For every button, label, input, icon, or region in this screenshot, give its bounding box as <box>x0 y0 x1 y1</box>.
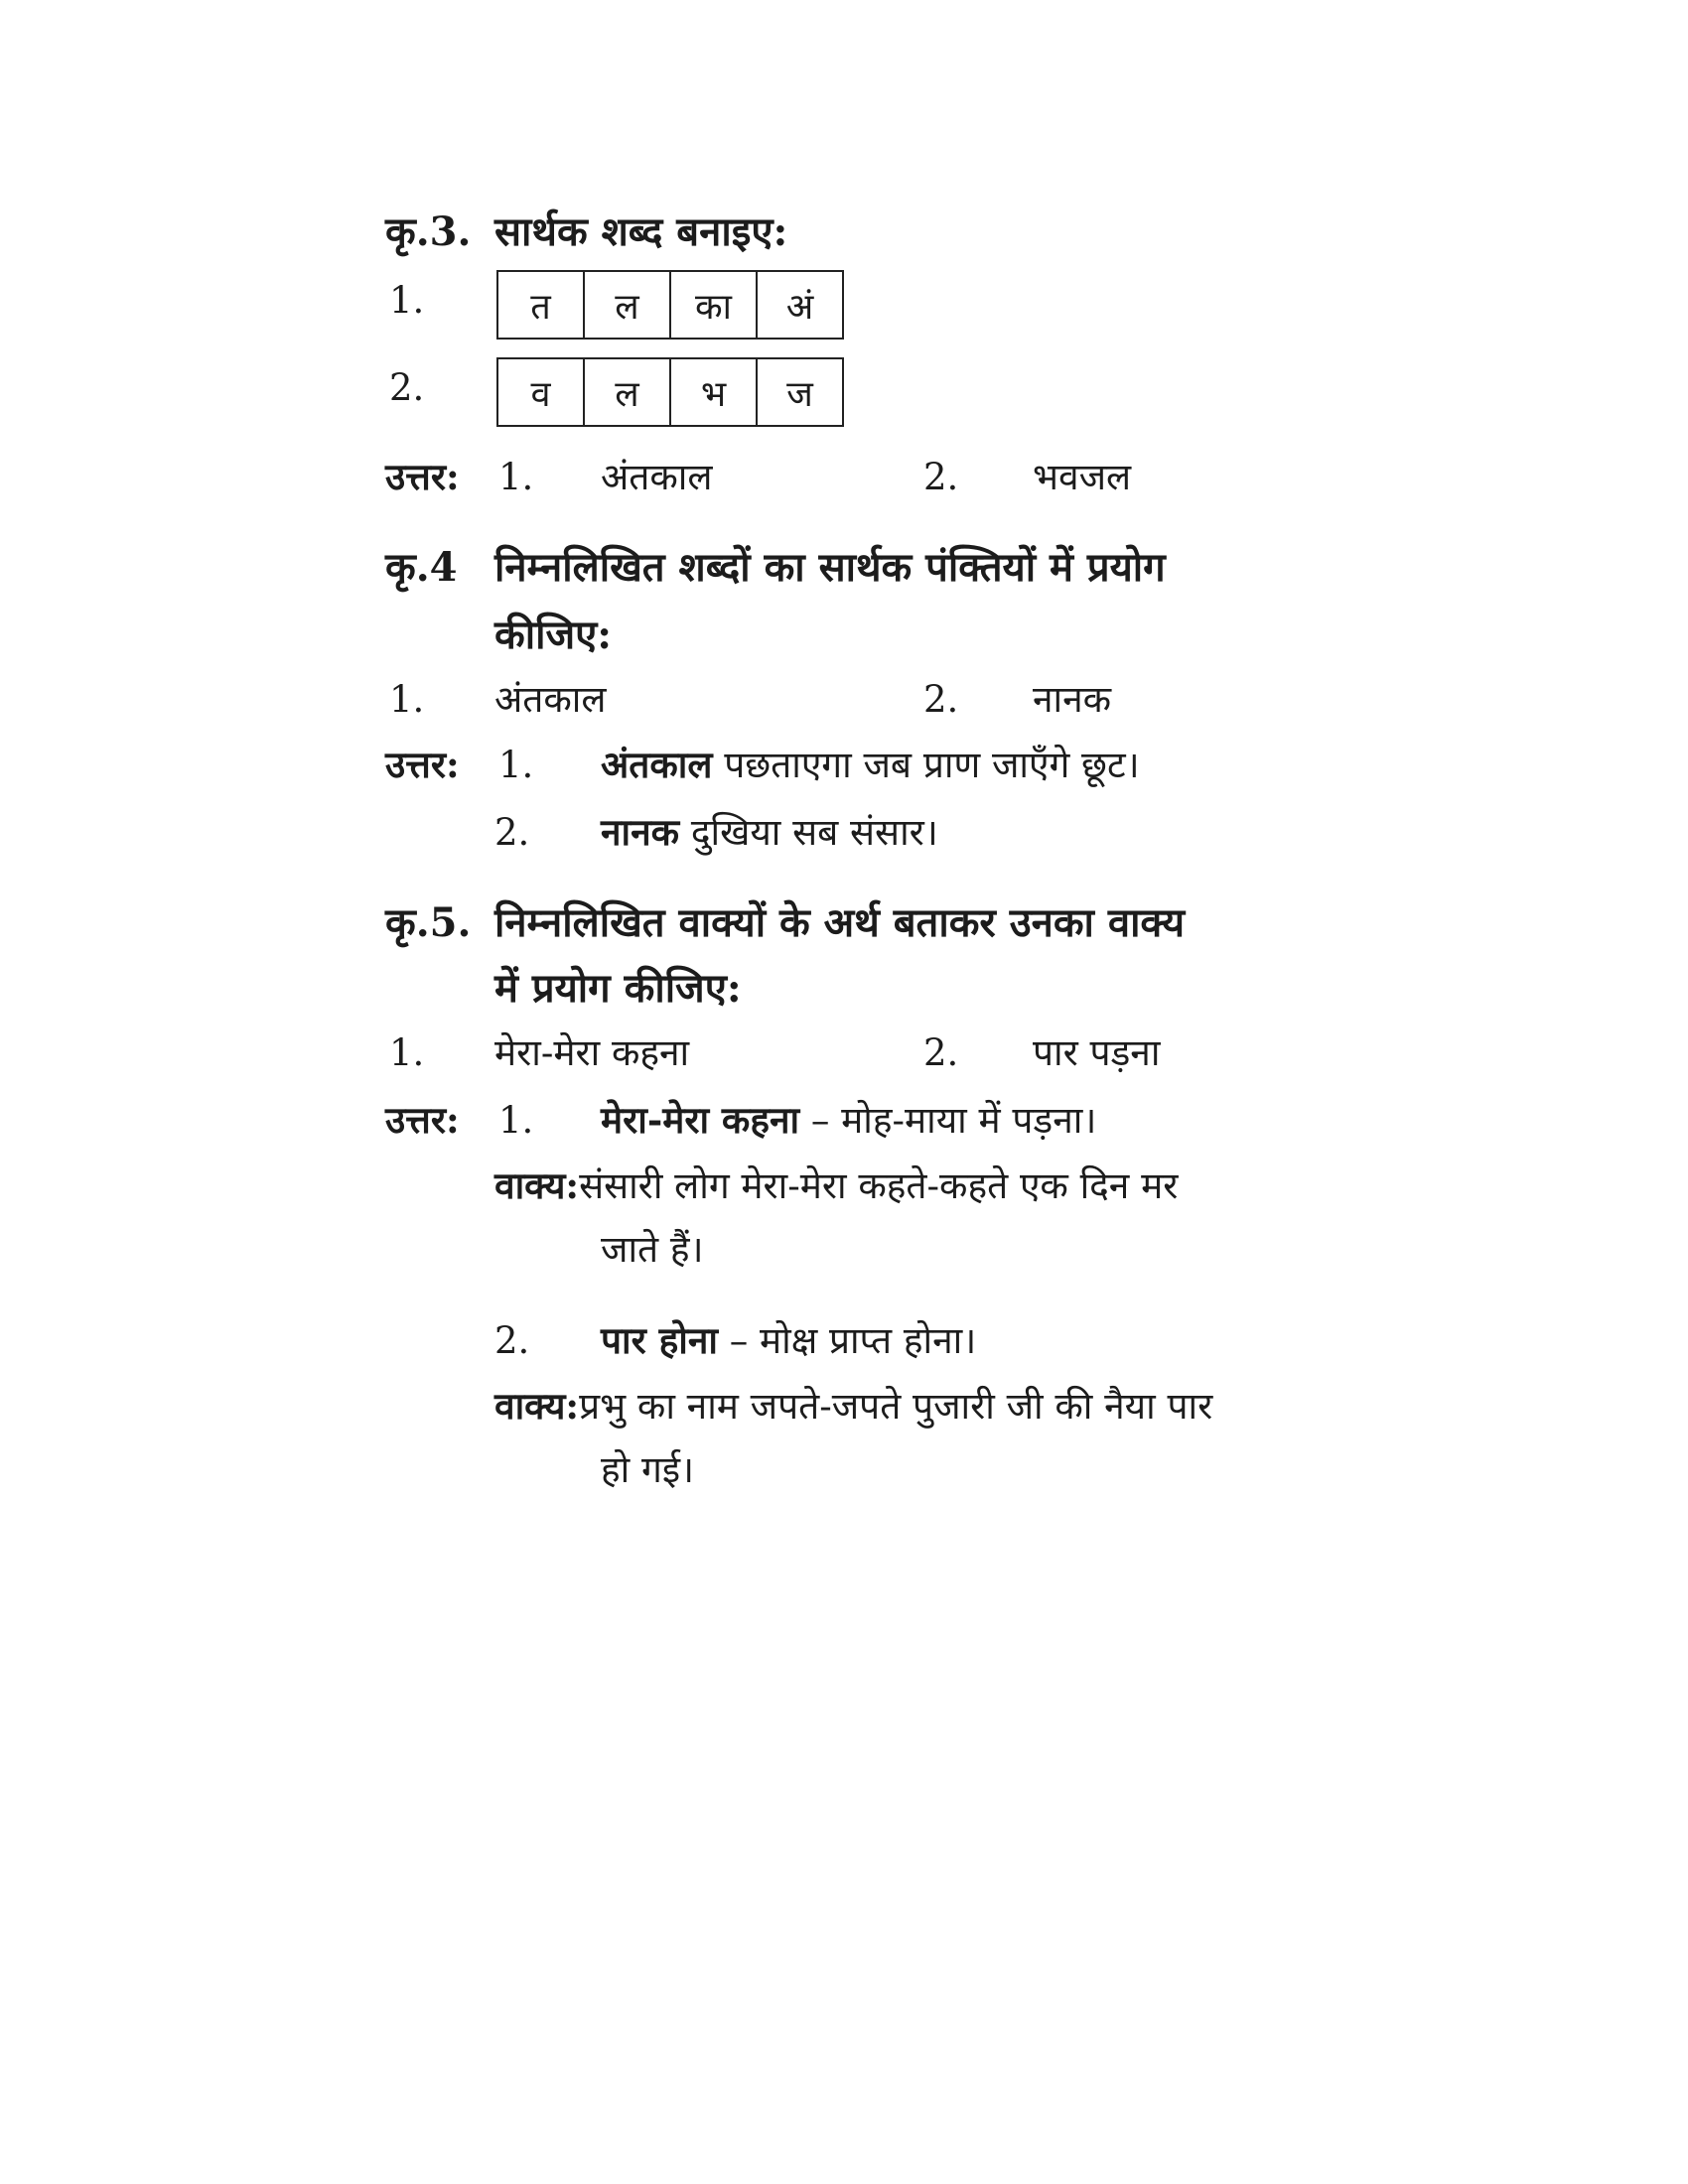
q4-answer1-num: 1. <box>498 744 534 786</box>
q4-answer2 <box>601 810 938 854</box>
q4-title-line2: कीजिए: <box>494 612 613 658</box>
q4-word2-text: नानक <box>1033 678 1112 721</box>
q5-answer2-sentence-label: वाक्य: <box>494 1384 580 1428</box>
q3-answer-label: उत्तर: <box>385 455 460 498</box>
q5-answer2-num: 2. <box>494 1319 530 1362</box>
q4-answer2-rest: दुखिया सब संसार। <box>679 811 938 854</box>
q3-answer1-text: अंतकाल <box>601 456 713 498</box>
q3-answer1-num: 1. <box>498 456 534 498</box>
q5-answer2-meaning-text: – मोक्ष प्राप्त होना। <box>717 1319 977 1362</box>
letter-cell: व <box>498 359 585 425</box>
q5-number: कृ.5. <box>385 899 472 946</box>
q5-answer1-meaning <box>601 1098 1097 1142</box>
q5-answer1-phrase: मेरा-मेरा कहना <box>601 1098 800 1142</box>
letter-cell: का <box>671 272 758 338</box>
q4-answer1 <box>601 743 1140 786</box>
letter-cell: भ <box>671 359 758 425</box>
q4-number: कृ.4 <box>385 544 458 591</box>
q5-answer-label: उत्तर: <box>385 1098 460 1142</box>
q3-answer2-num: 2. <box>923 456 959 498</box>
q3-item1-num: 1. <box>389 279 425 322</box>
q5-answer2-sentence-line2: हो गई। <box>601 1448 695 1491</box>
q5-answer1-sentence-label: वाक्य: <box>494 1163 580 1207</box>
q3-item2-num: 2. <box>389 366 425 409</box>
q3-number: कृ.3. <box>385 208 472 255</box>
q3-letter-box-1 <box>496 270 844 340</box>
q5-title-line2: में प्रयोग कीजिए: <box>494 965 742 1012</box>
q5-answer1-meaning-text: – मोह-माया में पड़ना। <box>799 1099 1097 1142</box>
letter-cell: अं <box>785 286 814 328</box>
q5-title-line1: निम्नलिखित वाक्यों के अर्थ बताकर उनका वाक्य <box>494 899 1186 946</box>
q4-word2-num: 2. <box>923 678 959 721</box>
q4-answer2-num: 2. <box>494 811 530 854</box>
q4-word1-text: अंतकाल <box>494 678 607 721</box>
q5-answer1-num: 1. <box>498 1099 534 1142</box>
q5-answer1-sentence-line2: जाते हैं। <box>601 1228 704 1271</box>
q4-word1-num: 1. <box>389 678 425 721</box>
q5-phrase2-num: 2. <box>923 1031 959 1074</box>
letter-cell: त <box>498 272 585 338</box>
q4-title-line1: निम्नलिखित शब्दों का सार्थक पंक्तियों में प्रयोग <box>494 544 1166 591</box>
q5-answer1-sentence-text1: संसारी लोग मेरा-मेरा कहते-कहते एक दिन मर <box>579 1164 1179 1207</box>
q5-phrase2-text: पार पड़ना <box>1033 1031 1161 1074</box>
q4-answer1-word: अंतकाल <box>601 743 713 786</box>
q5-phrase1-text: मेरा-मेरा कहना <box>494 1031 690 1074</box>
q3-title: सार्थक शब्द बनाइए: <box>494 208 788 255</box>
q5-answer1-sentence-line1 <box>494 1163 1179 1207</box>
q4-answer2-word: नानक <box>601 810 680 854</box>
q4-answer-label: उत्तर: <box>385 743 460 786</box>
letter-cell: ल <box>585 272 671 338</box>
q3-letter-box-2 <box>496 357 844 427</box>
q5-answer2-sentence-text1: प्रभु का नाम जपते-जपते पुजारी जी की नैया पार <box>579 1385 1213 1428</box>
q4-answer1-rest: पछताएगा जब प्राण जाएँगे छूट। <box>712 744 1140 786</box>
q3-answer2-text: भवजल <box>1033 456 1132 498</box>
letter-cell: ज <box>786 373 813 415</box>
q5-answer2-meaning <box>601 1318 977 1362</box>
q5-answer2-sentence-line1 <box>494 1384 1213 1428</box>
q5-answer2-phrase: पार होना <box>601 1318 718 1362</box>
q5-phrase1-num: 1. <box>389 1031 425 1074</box>
letter-cell: ल <box>585 359 671 425</box>
